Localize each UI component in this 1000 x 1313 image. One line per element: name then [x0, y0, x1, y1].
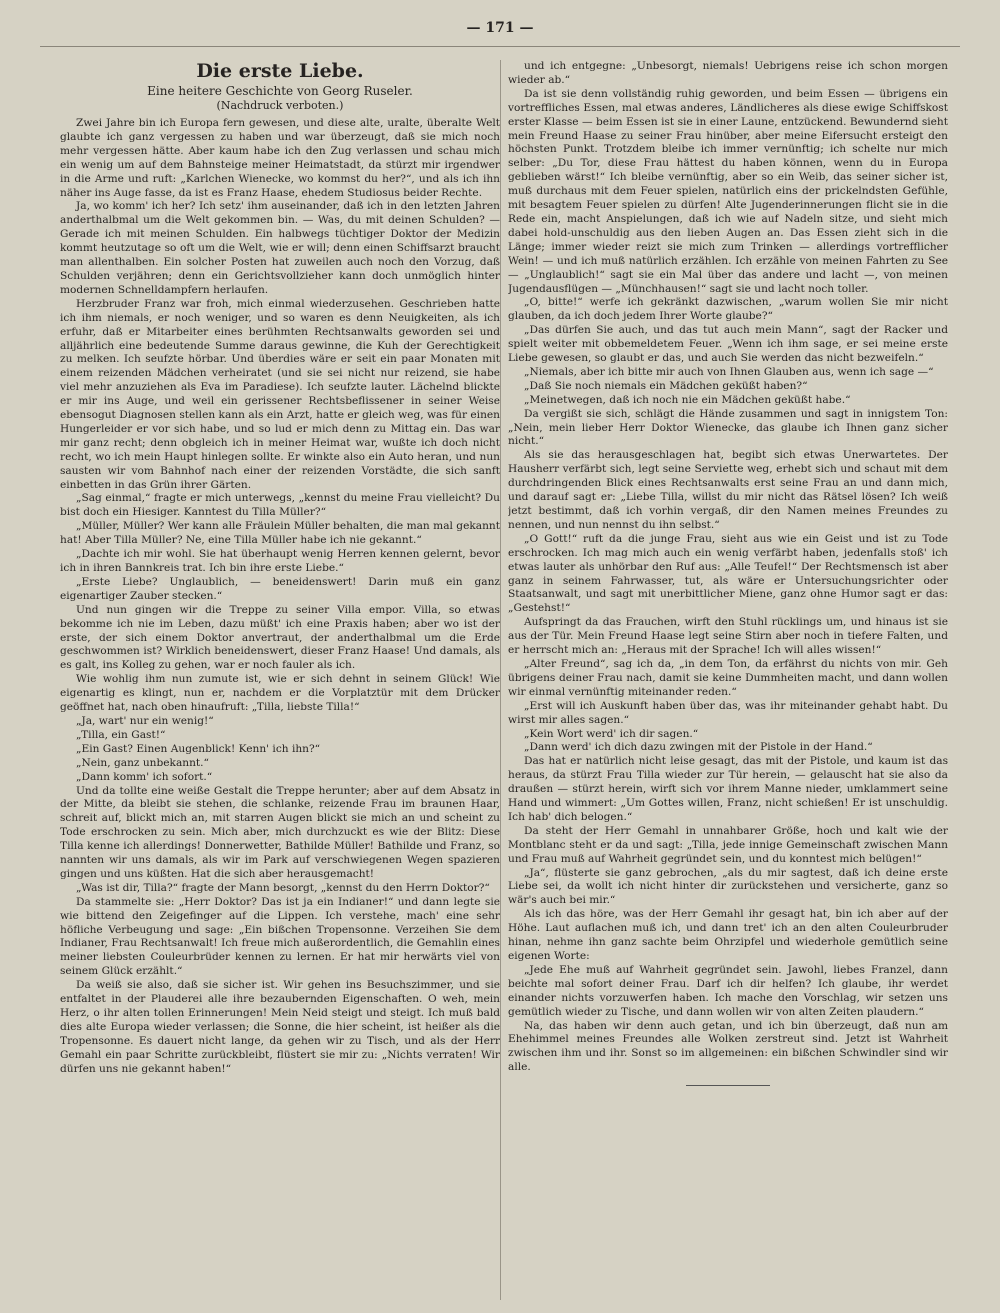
- right-column: [508, 60, 948, 1300]
- paragraph: „Dann komm' ich sofort.“: [76, 770, 213, 783]
- paragraph: Als ich das höre, was der Herr Gemahl ihr gesagt hat, bin ich aber auf der Höhe. Laut auflachen muß ich, und dann tret' ich an den alten Couleurbruder hinan, nehme ihn ganz sachte beim Ohrzipfel und wiederhole gemütlich seine eigenen Worte:: [508, 908, 948, 962]
- header-rule: [40, 46, 960, 47]
- paragraph: Und nun gingen wir die Treppe zu seiner Villa empor. Villa, so etwas bekomme ich nie im Leben, dazu müßt' ich eine Praxis haben; aber wo ist der erste, der sich einem Doktor anvertraut, der anderthalbmal um die Erde geschwommen ist? Wirklich beneidenswert, dieser Franz Haase! Und damals, als es galt, ins Kolleg zu gehen, war er noch fauler als ich.: [60, 603, 500, 672]
- paragraph: Ja, wo komm' ich her? Ich setz' ihm auseinander, daß ich in den letzten Jahren anderthalbmal um die Welt gekommen bin. — Was, du mit deinen Schulden? — Gerade ich mit meinen Schulden. Ein halbwegs tüchtiger Doktor der Medizin kommt heutzutage so oft um die Welt, wie er will; denn einen Schiffsarzt braucht man allenthalben. Ein solcher Posten hat zuweilen auch noch den Vorzug, daß Schulden verjähren; denn ein Gerichtsvollzieher kann doch unmöglich hinter modernen Schnelldampfern herlaufen.: [60, 200, 500, 296]
- paragraph: „Jede Ehe muß auf Wahrheit gegründet sein. Jawohl, liebes Franzel, dann beichte mal sofort deiner Frau. Darf ich dir helfen? Ich glaube, ihr werdet einander nichts vorzuwerfen haben. Ich mache den Vorschlag, wir setzen uns gemütlich wieder zu Tische, und dann wollen wir von alten Zeiten plaudern.“: [508, 963, 948, 1018]
- paragraph: „Tilla, ein Gast!“: [76, 728, 166, 741]
- paragraph: Da weiß sie also, daß sie sicher ist. Wir gehen ins Besuchszimmer, und sie entfaltet in der Plauderei alle ihre bezaubernden Eigenschaften. O weh, mein Herz, o ihr alten tollen Erinnerungen! Mein Neid steigt und steigt. Ich muß bald dies alte Europa wieder verlassen; die Sonne, die hier scheint, ist heißer als die Tropensonne. Es dauert nicht lange, da gehen wir zu Tisch, und als der Herr Gemahl ein paar Schritte zurückbleibt, flüstert sie mir zu: „Nichts verraten! Wir dürfen uns nie gekannt haben!“: [60, 979, 500, 1075]
- paragraph: „Meinetwegen, daß ich noch nie ein Mädchen geküßt habe.“: [524, 393, 851, 406]
- paragraph: „Ein Gast? Einen Augenblick! Kenn' ich ihn?“: [76, 742, 321, 755]
- paragraph: Zwei Jahre bin ich Europa fern gewesen, und diese alte, uralte, überalte Welt glaubte ich ganz vergessen zu haben und war überzeugt, daß sie mich noch mehr vergessen hätte. Aber kaum habe ich den Zug verlassen und schau mich ein wenig um auf dem Bahnsteige meiner Heimatstadt, da stürzt mir irgendwer in die Arme und ruft: „Karlchen Wienecke, wo kommst du her?“, und als ich ihn näher ins Auge fasse, da ist es Franz Haase, ehedem Studiosus beider Rechte.: [60, 117, 500, 199]
- paragraph: „Das dürfen Sie auch, und das tut auch mein Mann“, sagt der Racker und spielt weiter mit obbemeldetem Feuer. „Wenn ich ihm sage, er sei meine erste Liebe gewesen, so glaubt er das, und auch Sie werden das nicht bezweifeln.“: [508, 324, 948, 365]
- paragraph: „Sag einmal,“ fragte er mich unterwegs, „kennst du meine Frau vielleicht? Du bist doch ein Hiesiger. Kanntest du Tilla Müller?“: [60, 492, 500, 519]
- reprint-note: (Nachdruck verboten.): [216, 99, 344, 112]
- paragraph: Da vergißt sie sich, schlägt die Hände zusammen und sagt in innigstem Ton: „Nein, mein lieber Herr Doktor Wienecke, das glaube ich Ihnen ganz sicher nicht.“: [508, 407, 948, 448]
- left-column: [60, 60, 500, 1300]
- paragraph: „Niemals, aber ich bitte mir auch von Ihnen Glauben aus, wenn ich sage —“: [524, 365, 934, 378]
- paragraph: „Dachte ich mir wohl. Sie hat überhaupt wenig Herren kennen gelernt, bevor ich in ihren Bannkreis trat. Ich bin ihre erste Liebe.“: [60, 548, 500, 574]
- paragraph: „Daß Sie noch niemals ein Mädchen geküßt haben?“: [524, 379, 808, 392]
- paragraph: Na, das haben wir denn auch getan, und ich bin überzeugt, daß nun am Ehehimmel meines Freundes alle Wolken zerstreut sind. Jetzt ist Wahrheit zwischen ihm und ihr. Sonst so im allgemeinen: ein bißchen Schwindler sind wir alle.: [508, 1019, 948, 1074]
- paragraph: „Kein Wort werd' ich dir sagen.“: [524, 727, 699, 740]
- paragraph: und ich entgegne: „Unbesorgt, niemals! Uebrigens reise ich schon morgen wieder ab.“: [508, 60, 948, 86]
- page-number: — 171 —: [466, 20, 534, 36]
- paragraph: „O Gott!“ ruft da die junge Frau, sieht aus wie ein Geist und ist zu Tode erschrocken. Ich mag mich auch ein wenig verfärbt haben, jedenfalls stoß' ich etwas lauter als unhörbar den Ruf aus: „Alle Teufel!“ Der Rechtsmensch ist aber ganz in seinem Fahrwasser, tut, als wäre er Untersuchungsrichter oder Staatsanwalt, und sagt mit unerbittlicher Miene, ganz ohne Humor sagt er das: „Gestehst!“: [508, 532, 948, 615]
- paragraph: „Dann werd' ich dich dazu zwingen mit der Pistole in der Hand.“: [524, 741, 873, 754]
- paragraph: Das hat er natürlich nicht leise gesagt, das mit der Pistole, und kaum ist das heraus, da stürzt Frau Tilla wieder zur Tür herein, — gelauscht hat sie also da draußen — stürzt herein, wirft sich vor ihrem Manne nieder, umklammert seine Hand und wimmert: „Um Gottes willen, Franz, nicht schießen! Er ist unschuldig. Ich hab' dich belogen.“: [508, 755, 948, 823]
- article-title: Die erste Liebe.: [196, 60, 364, 82]
- paragraph: Da steht der Herr Gemahl in unnahbarer Größe, hoch und kalt wie der Montblanc steht er da und sagt: „Tilla, jede innige Gemeinschaft zwischen Mann und Frau muß auf Wahrheit gegründet sein, und du konntest mich belügen!“: [508, 824, 948, 865]
- paragraph: Da ist sie denn vollständig ruhig geworden, und beim Essen — übrigens ein vortreffliches Essen, mal etwas anderes, Ländlicheres als diese ewige Schiffskost erster Klasse — beim Essen ist sie in einer Laune, entzückend. Bewundernd sieht mein Freund Haase zu seiner Frau hinüber, aber meine Eifersucht ersteigt den höchsten Punkt. Trotzdem bleibe ich immer vernünftig; ich schelte nur mich selber: „Du Tor, diese Frau hättest du haben können, wenn du in Europa geblieben wärst!“ Ich bleibe vernünftig, aber so ein Weib, das seiner sicher ist, muß durchaus mit dem Feuer spielen, natürlich eins der prickelndsten Gefühle, mit besagtem Feuer spielen zu dürfen! Alte Jugenderinnerungen flicht sie in die Rede ein, macht Anspielungen, daß ich wie auf Nadeln sitze, und sieht mich dabei hold-unschuldig aus den lieben Augen an. Das Essen zieht sich in die Länge; immer wieder reizt sie mich zum Trinken — allerdings vortrefflicher Wein! — und ich muß natürlich erzählen. Ich erzähle von meinen Fahrten zu See — „Unglaublich!“ sagt sie ein Mal über das andere und lacht —, von meinen Jugendausflügen — „Münchhausen!“ sagt sie und lacht noch toller.: [508, 87, 948, 295]
- end-rule: [686, 1085, 770, 1086]
- paragraph: „Nein, ganz unbekannt.“: [76, 756, 209, 769]
- paragraph: „Müller, Müller? Wer kann alle Fräulein Müller behalten, die man mal gekannt hat! Aber Tilla Müller? Ne, eine Tilla Müller habe ich nie gekannt.“: [60, 520, 500, 547]
- paragraph: „Erste Liebe? Unglaublich, — beneidenswert! Darin muß ein ganz eigenartiger Zauber stecken.“: [60, 575, 500, 602]
- paragraph: Und da tollte eine weiße Gestalt die Treppe herunter; aber auf dem Absatz in der Mitte, da bleibt sie stehen, die schlanke, reizende Frau im braunen Haar, schreit auf, blickt mich an, mit starren Augen blickt sie mich an und scheint zu Tode erschrocken zu sein. Mich aber, mich durchzuckt es wie der Blitz: Diese Tilla kenne ich allerdings! Donnerwetter, Bathilde Müller! Bathilde und Franz, so nannten wir uns damals, als wir im Park auf verschwiegenen Wegen spazieren gingen und uns küßten. Hat die sich aber herausgemacht!: [60, 784, 500, 880]
- paragraph: Als sie das herausgeschlagen hat, begibt sich etwas Unerwartetes. Der Hausherr verfärbt sich, legt seine Serviette weg, erhebt sich und schaut mit dem durchdringenden Blick eines Rechtsanwalts erst seine Frau an und dann mich, und darauf sagt er: „Liebe Tilla, willst du mir nicht das Rätsel lösen? Ich weiß jetzt bestimmt, daß ich vorhin vergaß, dir den Namen meines Freundes zu nennen, und nun nennst du ihn selbst.“: [508, 449, 948, 531]
- paragraph: „Ja, wart' nur ein wenig!“: [76, 714, 214, 727]
- paragraph: Herzbruder Franz war froh, mich einmal wiederzusehen. Geschrieben hatte ich ihm niemals, er noch weniger, und so waren es denn Neuigkeiten, als ich erfuhr, daß er Mitarbeiter eines berühmten Rechtsanwalts geworden sei und alljährlich eine bedeutende Summe daraus gewinne, die Kuh der Gerechtigkeit zu melken. Ich seufzte hörbar. Und überdies wäre er seit ein paar Monaten mit einem reizenden Mädchen verheiratet (und sie sei nicht nur reizend, sie habe viel mehr anzuziehen als Eva im Paradiese). Ich seufzte lauter. Lächelnd blickte er mir ins Auge, und weil ein gerissener Rechtsbeflissener in seiner Weise ebensogut Diagnosen stellen kann als ein Arzt, hatte er gleich weg, was für einen Hungerleider er vor sich habe, und so lud er mich denn zu Mittag ein. Das war mir ganz recht; denn obgleich ich in meiner Heimat war, wußte ich doch nicht recht, wo ich mein Haupt hinlegen sollte. Er winkte also ein Auto heran, und nun sausten wir vom Bahnhof nach einer der reizenden Vorstädte, die sich sanft einbetten in das Grün ihrer Gärten.: [60, 297, 500, 491]
- paragraph: Wie wohlig ihm nun zumute ist, wie er sich dehnt in seinem Glück! Wie eigenartig es klingt, nun er, nachdem er die Vorplatztür mit dem Drücker geöffnet hat, nach oben hinaufruft: „Tilla, liebste Tilla!“: [60, 673, 500, 714]
- paragraph: Aufspringt da das Frauchen, wirft den Stuhl rücklings um, und hinaus ist sie aus der Tür. Mein Freund Haase legt seine Stirn aber noch in tiefere Falten, und er herrscht mich an: „Heraus mit der Sprache! Ich will alles wissen!“: [508, 616, 948, 657]
- article-subtitle: Eine heitere Geschichte von Georg Ruseler.: [147, 84, 413, 98]
- left-column-body: [60, 117, 500, 1077]
- paragraph: Da stammelte sie: „Herr Doktor? Das ist ja ein Indianer!“ und dann legte sie wie bittend den Zeigefinger auf die Lippen. Ich verstehe, mach' eine sehr höfliche Verbeugung und sage: „Ein bißchen Tropensonne. Verzeihen Sie dem Indianer, Frau Rechtsanwalt! Ich freue mich außerordentlich, die Gemahlin eines meiner liebsten Couleurbrüder kennen zu lernen. Er hat mir herwärts viel von seinem Glück erzählt.“: [60, 895, 500, 978]
- paragraph: „Alter Freund“, sag ich da, „in dem Ton, da erfährst du nichts von mir. Geh übrigens deiner Frau nach, damit sie keine Dummheiten macht, und dann wollen wir einmal vernünftig miteinander reden.“: [508, 657, 948, 698]
- paragraph: „O, bitte!“ werfe ich gekränkt dazwischen, „warum wollen Sie mir nicht glauben, da ich doch jedem Ihrer Worte glaube?“: [508, 296, 948, 323]
- paragraph: „Was ist dir, Tilla?“ fragte der Mann besorgt, „kennst du den Herrn Doktor?“: [76, 881, 490, 894]
- paragraph: „Ja“, flüsterte sie ganz gebrochen, „als du mir sagtest, daß ich deine erste Liebe sei, da wollt ich nicht hinter dir zurückstehen und versicherte, ganz so wär's auch bei mir.“: [508, 866, 948, 907]
- paragraph: „Erst will ich Auskunft haben über das, was ihr miteinander gehabt habt. Du wirst mir alles sagen.“: [508, 699, 948, 726]
- column-divider: [500, 60, 501, 1300]
- right-column-body: [508, 60, 948, 1075]
